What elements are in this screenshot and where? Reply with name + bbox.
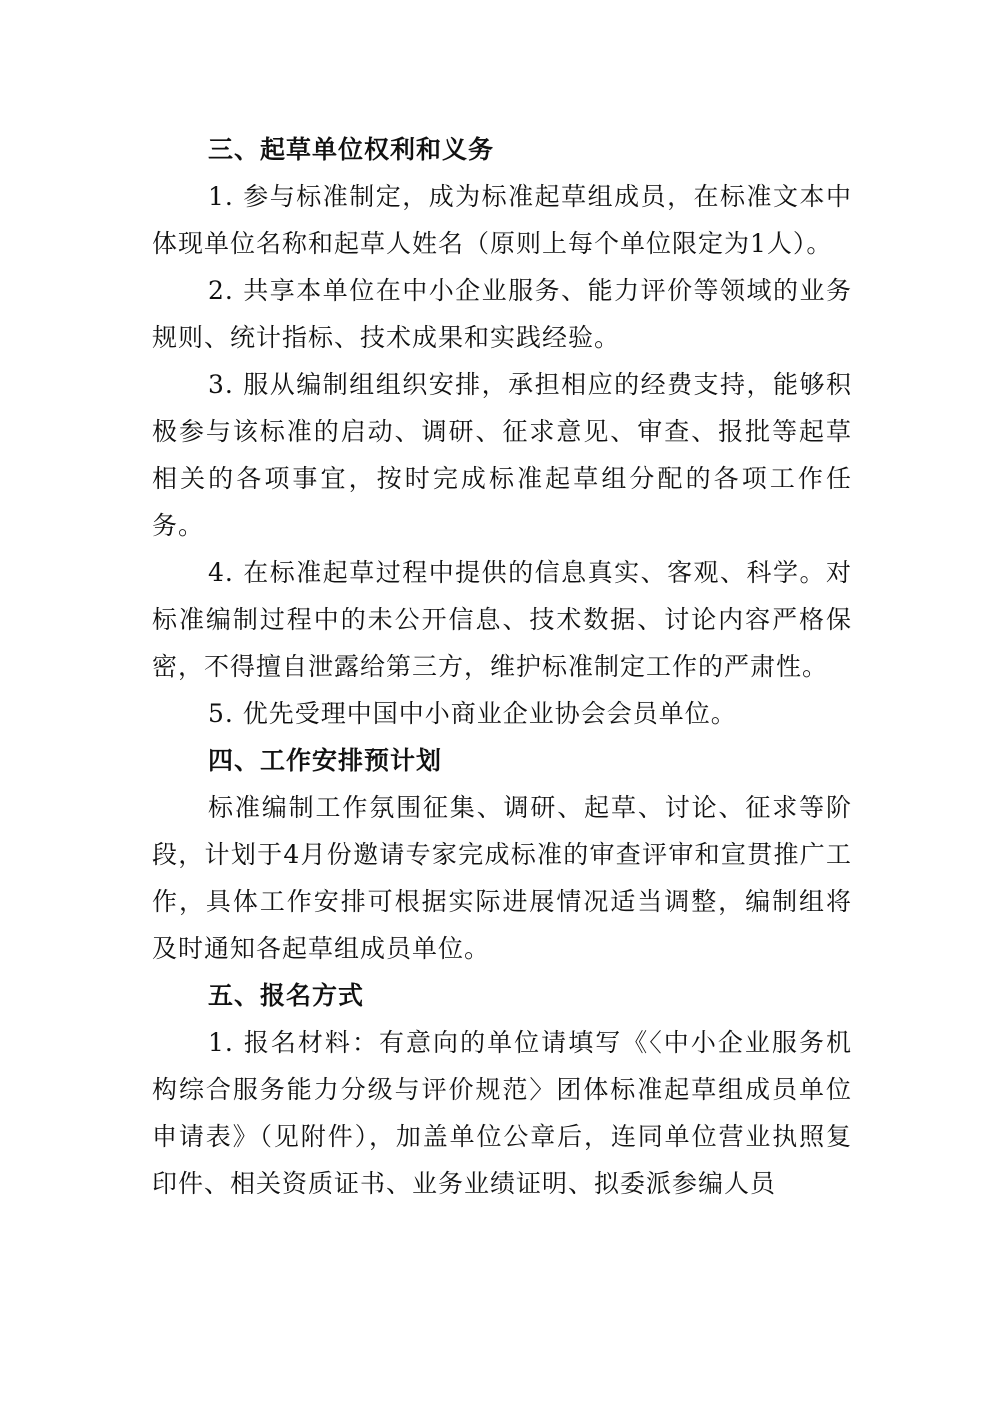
document-body	[152, 126, 852, 1207]
section-3-item-4: 4. 在标准起草过程中提供的信息真实、客观、科学。对标准编制过程中的未公开信息、技术数据、讨论内容严格保密，不得擅自泄露给第三方，维护标准制定工作的严肃性。	[152, 558, 852, 681]
section-4-paragraph: 标准编制工作氛围征集、调研、起草、讨论、征求等阶段，计划于4月份邀请专家完成标准的审查评审和宣贯推广工作，具体工作安排可根据实际进展情况适当调整，编制组将及时通知各起草组成员单位。	[152, 793, 852, 963]
section-3-item-2: 2. 共享本单位在中小企业服务、能力评价等领域的业务规则、统计指标、技术成果和实践经验。	[152, 276, 852, 352]
section-4-heading: 四、工作安排预计划	[208, 746, 443, 775]
section-5-heading: 五、报名方式	[208, 981, 365, 1010]
section-3-item-1: 1. 参与标准制定，成为标准起草组成员，在标准文本中体现单位名称和起草人姓名（原则上每个单位限定为1人）。	[152, 182, 852, 258]
section-5-item-1: 1. 报名材料：有意向的单位请填写《〈中小企业服务机构综合服务能力分级与评价规范〉团体标准起草组成员单位申请表》（见附件），加盖单位公章后，连同单位营业执照复印件、相关资质证书、业务业绩证明、拟委派参编人员	[152, 1028, 852, 1198]
section-3-item-5: 5. 优先受理中国中小商业企业协会会员单位。	[208, 699, 737, 728]
section-3-item-3: 3. 服从编制组组织安排，承担相应的经费支持，能够积极参与该标准的启动、调研、征求意见、审查、报批等起草相关的各项事宜，按时完成标准起草组分配的各项工作任务。	[152, 370, 852, 540]
section-3-heading: 三、起草单位权利和义务	[208, 135, 495, 164]
